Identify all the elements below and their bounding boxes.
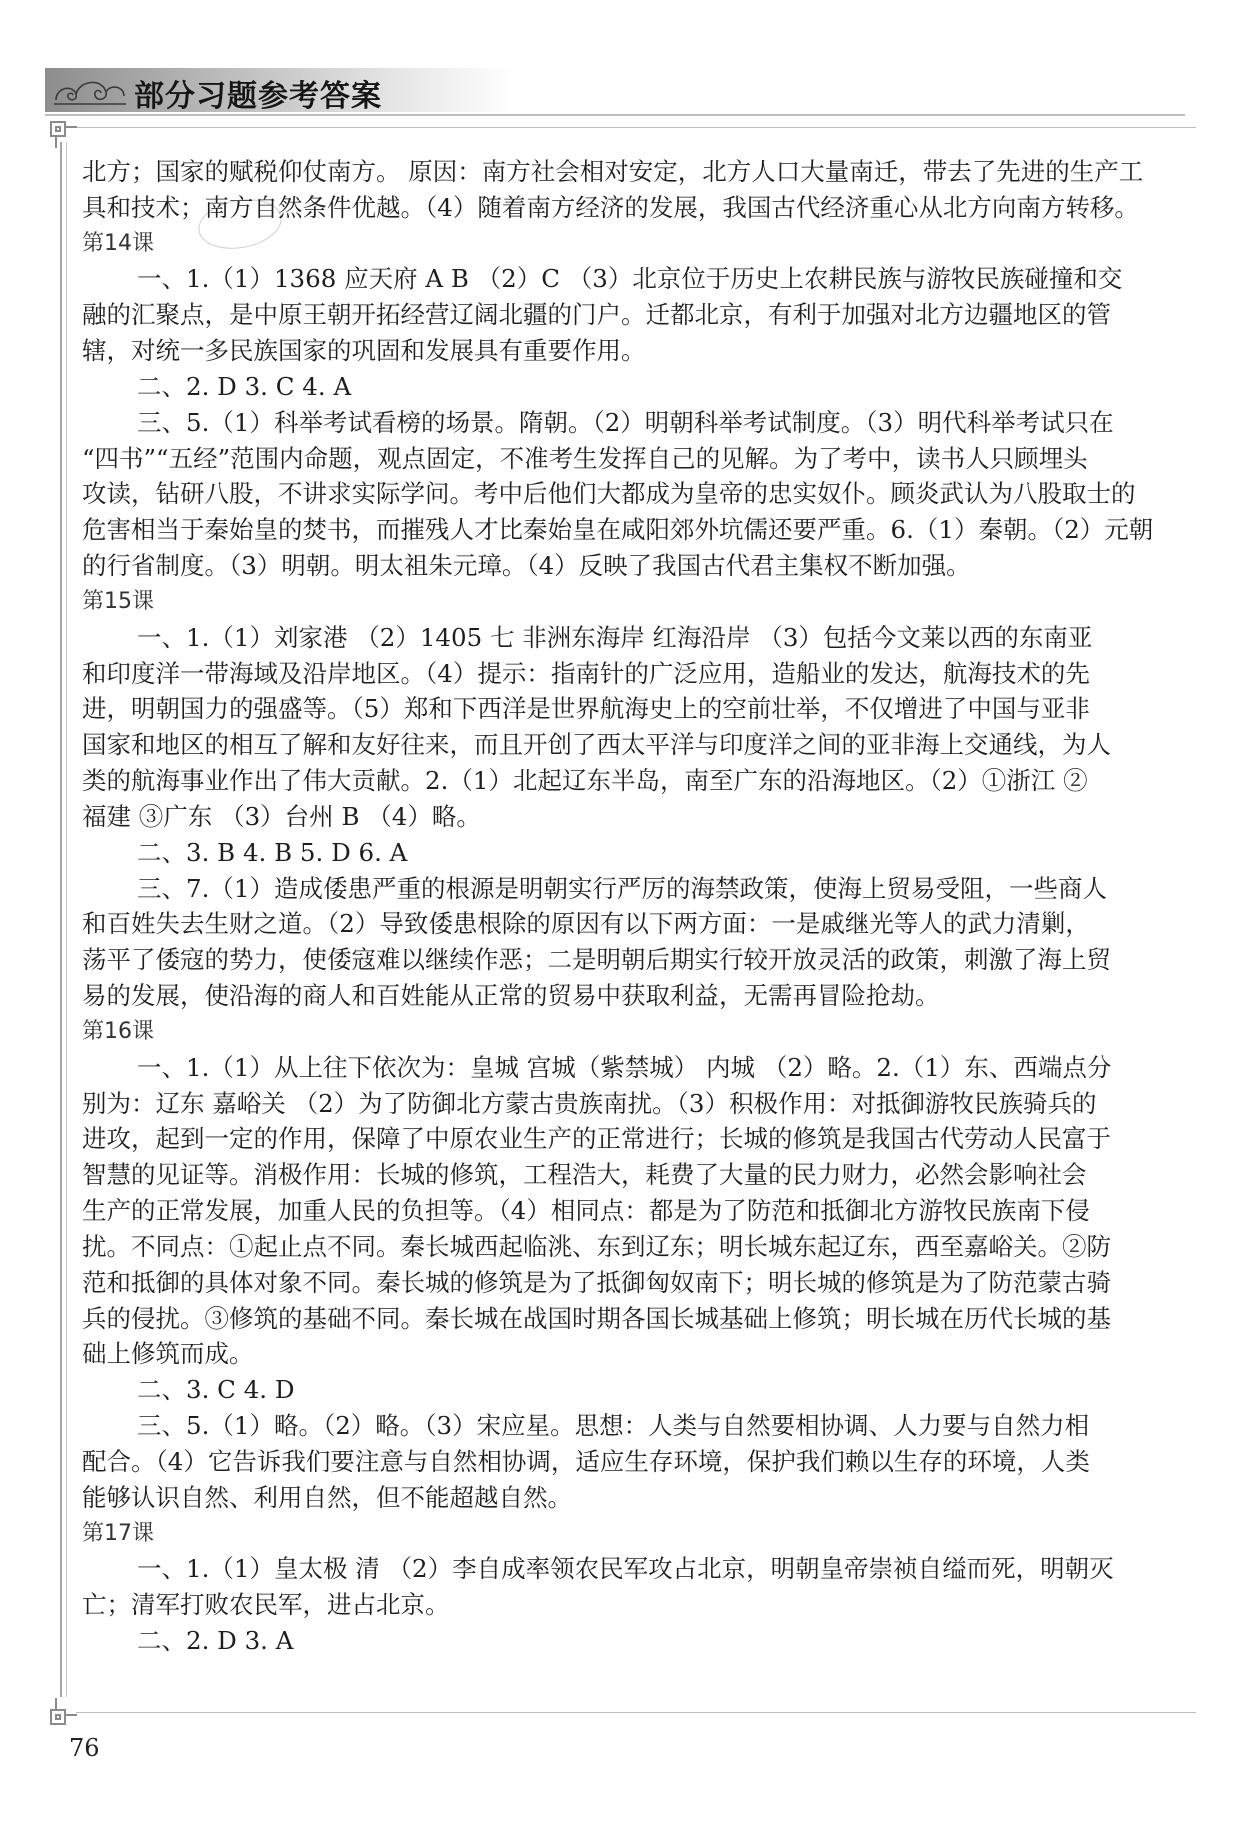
lesson-heading: 第17课	[82, 1521, 154, 1546]
text-line: 智慧的见证等。消极作用：长城的修筑，工程浩大，耗费了大量的民力财力，必然会影响社会	[82, 1160, 1087, 1189]
text-line: 的行省制度。（3）明朝。明太祖朱元璋。（4）反映了我国古代君主集权不断加强。	[82, 551, 971, 580]
text-line: 国家和地区的相互了解和友好往来，而且开创了西太平洋与印度洋之间的亚非海上交通线，为人	[82, 730, 1111, 759]
frame-bottom-border	[76, 1712, 1196, 1713]
lesson-heading: 第15课	[82, 589, 154, 614]
text-line: 别为：辽东 嘉峪关 （2）为了防御北方蒙古贵族南扰。（3）积极作用：对抵御游牧民族骑兵的	[82, 1089, 1097, 1118]
frame-left-border	[60, 142, 62, 1697]
header-divider	[45, 114, 1185, 116]
text-line: 危害相当于秦始皇的焚书，而摧残人才比秦始皇在咸阳郊外坑儒还要严重。6.（1）秦朝。（2）元朝	[82, 515, 1154, 544]
text-line: 易的发展，使沿海的商人和百姓能从正常的贸易中获取利益，无需再冒险抢劫。	[82, 981, 940, 1010]
text-line: 北方；国家的赋税仰仗南方。 原因：南方社会相对安定，北方人口大量南迁，带去了先进的生产工	[82, 157, 1144, 186]
text-line: 融的汇聚点，是中原王朝开拓经营辽阔北疆的门户。迁都北京，有利于加强对北方边疆地区的管	[82, 300, 1111, 329]
cloud-ornament-icon	[50, 70, 130, 110]
page-number: 76	[69, 1734, 100, 1762]
text-line: 生产的正常发展，加重人民的负担等。（4）相同点：都是为了防范和抵御北方游牧民族南下侵	[82, 1196, 1090, 1225]
text-line: 一、1.（1）从上往下依次为：皇城 宫城（紫禁城） 内城 （2）略。2.（1）东、西端点分	[137, 1053, 1112, 1082]
frame-left-inner-border	[66, 142, 67, 1697]
text-line: 一、1.（1）刘家港 （2）1405 七 非洲东海岸 红海沿岸 （3）包括今文莱以西的东南亚	[137, 623, 1093, 652]
text-line: 荡平了倭寇的势力，使倭寇难以继续作恶；二是明朝后期实行较开放灵活的政策，刺激了海上贸	[82, 945, 1111, 974]
text-line: 二、2. D 3. C 4. A	[137, 372, 352, 401]
text-line: 二、3. B 4. B 5. D 6. A	[137, 838, 408, 867]
text-line: 一、1.（1）1368 应天府 A B （2）C （3）北京位于历史上农耕民族与游牧民族碰撞和交	[137, 264, 1123, 293]
text-line: 三、5.（1）略。（2）略。（3）宋应星。思想：人类与自然要相协调、人力要与自然力相	[137, 1411, 1090, 1440]
text-line: 配合。（4）它告诉我们要注意与自然相协调，适应生存环境，保护我们赖以生存的环境，人类	[82, 1447, 1090, 1476]
text-line: 具和技术；南方自然条件优越。（4）随着南方经济的发展，我国古代经济重心从北方向南方转移。	[82, 193, 1139, 222]
text-line: 亡；清军打败农民军，进占北京。	[82, 1590, 450, 1619]
text-line: 进攻，起到一定的作用，保障了中原农业生产的正常进行；长城的修筑是我国古代劳动人民富于	[82, 1124, 1111, 1153]
lesson-heading: 第16课	[82, 1019, 154, 1044]
text-line: 辖，对统一多民族国家的巩固和发展具有重要作用。	[82, 336, 646, 365]
text-line: 二、2. D 3. A	[137, 1626, 294, 1655]
lesson-heading: 第14课	[82, 231, 154, 256]
page-title: 部分习题参考答案	[134, 79, 382, 114]
text-line: 二、3. C 4. D	[137, 1375, 295, 1404]
text-line: 础上修筑而成。	[82, 1339, 254, 1368]
text-line: 福建 ③广东 （3）台州 B （4）略。	[82, 802, 481, 831]
text-line: 攻读，钻研八股，不讲求实际学问。考中后他们大都成为皇帝的忠实奴仆。顾炎武认为八股取士的	[82, 479, 1136, 508]
text-line: 范和抵御的具体对象不同。秦长城的修筑是为了抵御匈奴南下；明长城的修筑是为了防范蒙古骑	[82, 1268, 1111, 1297]
text-line: 能够认识自然、利用自然，但不能超越自然。	[82, 1483, 572, 1512]
frame-top-border	[76, 127, 1196, 128]
text-line: 进，明朝国力的强盛等。（5）郑和下西洋是世界航海史上的空前壮举，不仅增进了中国与亚非	[82, 694, 1090, 723]
text-line: 兵的侵扰。③修筑的基础不同。秦长城在战国时期各国长城基础上修筑；明长城在历代长城的基	[82, 1304, 1111, 1333]
text-line: 和百姓失去生财之道。（2）导致倭患根除的原因有以下两方面：一是戚继光等人的武力清剿，	[82, 909, 1090, 938]
text-line: 类的航海事业作出了伟大贡献。2.（1）北起辽东半岛，南至广东的沿海地区。（2）①浙江 ②	[82, 766, 1088, 795]
text-line: 三、5.（1）科举考试看榜的场景。隋朝。（2）明朝科举考试制度。（3）明代科举考试只在	[137, 408, 1114, 437]
text-line: 扰。不同点：①起止点不同。秦长城西起临洮、东到辽东；明长城东起辽东，西至嘉峪关。②防	[82, 1232, 1111, 1261]
text-line: 和印度洋一带海域及沿岸地区。（4）提示：指南针的广泛应用，造船业的发达，航海技术的先	[82, 659, 1090, 688]
frame-corner-top-icon	[47, 118, 77, 148]
frame-corner-bottom-icon	[47, 1698, 77, 1728]
text-line: 三、7.（1）造成倭患严重的根源是明朝实行严厉的海禁政策，使海上贸易受阻，一些商人	[137, 874, 1107, 903]
text-line: “四书”“五经”范围内命题，观点固定，不准考生发挥自己的见解。为了考中，读书人只顾埋头	[82, 444, 1088, 473]
text-line: 一、1.（1）皇太极 清 （2）李自成率领农民军攻占北京，明朝皇帝崇祯自缢而死，明朝灭	[137, 1554, 1114, 1583]
